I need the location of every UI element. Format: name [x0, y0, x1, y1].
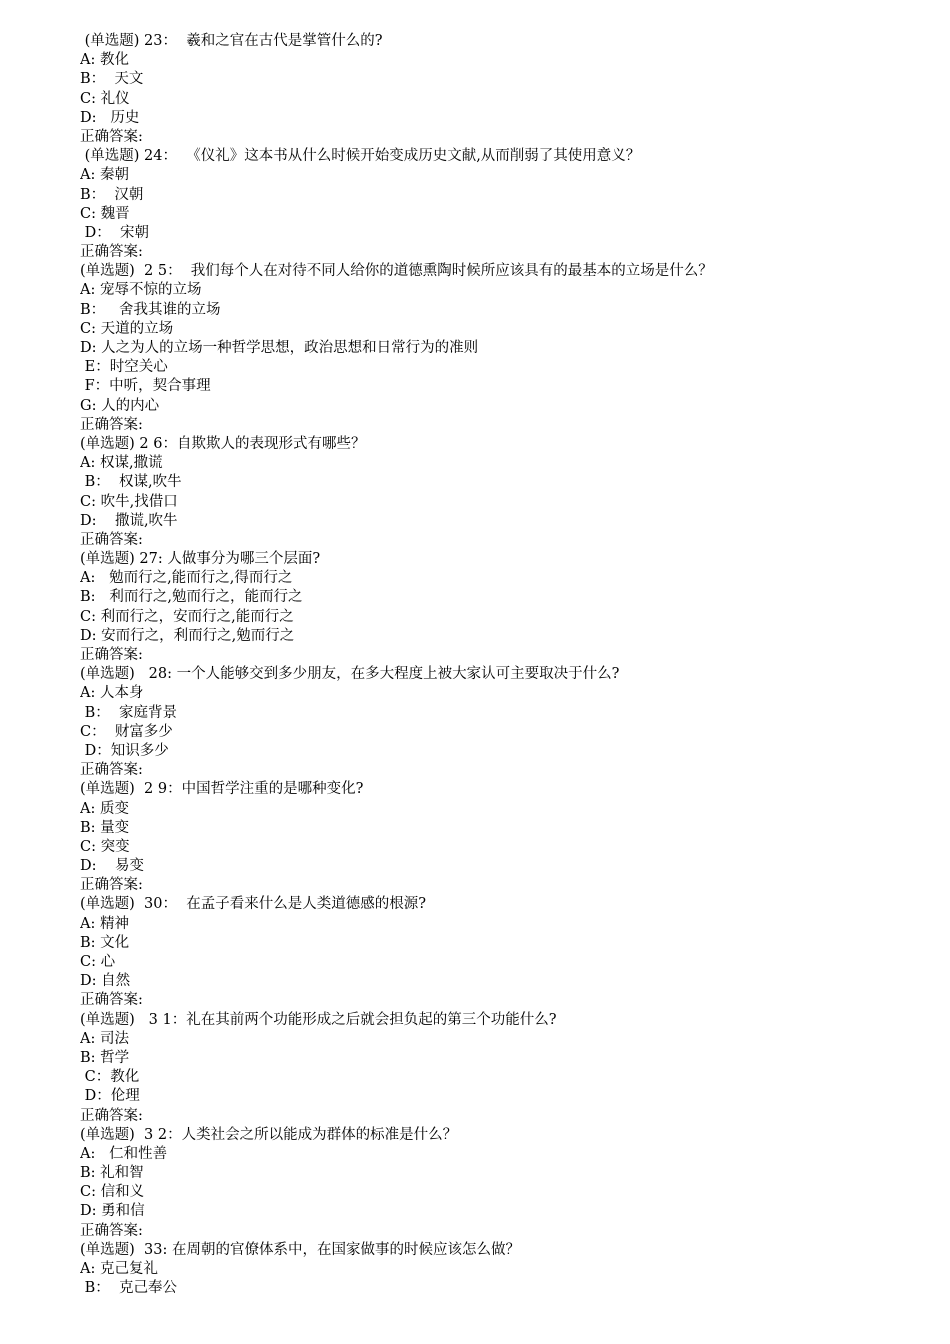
text-line: F：中听，契合事理 — [80, 378, 211, 395]
text-line: A: 勉而行之,能而行之,得而行之 — [80, 570, 293, 587]
text-line: 正确答案: — [80, 647, 143, 663]
text-line: A: 克己复礼 — [80, 1261, 158, 1277]
text-line: C: 魏晋 — [80, 205, 130, 222]
text-line: (单选题) 30： 在孟子看来什么是人类道德感的根源? — [80, 896, 426, 913]
text-line: A: 教化 — [80, 52, 129, 69]
text-line: 正确答案: — [80, 128, 143, 145]
text-line: 正确答案: — [80, 244, 143, 261]
text-line: B: 哲学 — [80, 1049, 130, 1066]
text-line: B： 汉朝 — [80, 186, 144, 203]
text-line: D：伦理 — [80, 1088, 140, 1105]
text-line: B: 利而行之,勉而行之，能而行之 — [80, 589, 303, 606]
text-line: (单选题) 27: 人做事分为哪三个层面? — [80, 551, 321, 568]
text-line: A: 人本身 — [80, 685, 144, 702]
text-line: C: 突变 — [80, 838, 130, 855]
text-line: 正确答案: — [80, 877, 143, 894]
text-line: A: 质变 — [80, 800, 129, 817]
text-line: (单选题) 33: 在周朝的官僚体系中，在国家做事的时候应该怎么做？ — [80, 1241, 520, 1258]
text-line: A: 秦朝 — [80, 167, 129, 184]
text-line: E：时空关心 — [80, 359, 168, 376]
text-line: A: 精神 — [80, 915, 129, 932]
text-line: A: 权谋,撒谎 — [80, 455, 163, 472]
text-line: (单选题) 3 1：礼在其前两个功能形成之后就会担负起的第三个功能什么? — [80, 1011, 557, 1028]
text-line: (单选题) 3 2：人类社会之所以能成为群体的标准是什么？ — [80, 1126, 458, 1143]
text-line: D: 勇和信 — [80, 1203, 145, 1220]
text-line: (单选题) 2 6：自欺欺人的表现形式有哪些？ — [80, 435, 366, 452]
text-line: C： 财富多少 — [80, 723, 173, 740]
text-line: D: 撒谎,吹牛 — [80, 512, 178, 529]
text-line: D: 易变 — [80, 858, 144, 875]
text-line: B： 权谋,吹牛 — [80, 474, 182, 491]
text-line: (单选题) 24： 《仪礼》这本书从什么时候开始变成历史文献,从而削弱了其使用意义？ — [80, 148, 641, 165]
text-line: (单选题) 2 5： 我们每个人在对待不同人给你的道德熏陶时候所应该具有的最基本的立场是什么？ — [80, 263, 713, 280]
text-line: D：知识多少 — [80, 742, 169, 759]
text-line: 正确答案: — [80, 531, 143, 548]
text-line: C: 心 — [80, 954, 116, 970]
text-line: C: 礼仪 — [80, 90, 130, 107]
text-line: B: 礼和智 — [80, 1165, 144, 1182]
text-line: C: 天道的立场 — [80, 320, 174, 337]
text-line: C：教化 — [80, 1069, 140, 1086]
text-line: A: 宠辱不惊的立场 — [80, 282, 202, 299]
text-line: 正确答案: — [80, 1107, 143, 1124]
text-line: (单选题) 28: 一个人能够交到多少朋友，在多大程度上被大家认可主要取决于什么? — [80, 666, 620, 683]
text-line: G: 人的内心 — [80, 397, 160, 414]
text-line: 正确答案: — [80, 1222, 143, 1239]
text-line: B： 天文 — [80, 71, 144, 88]
text-line: C: 利而行之，安而行之,能而行之 — [80, 608, 294, 625]
text-line: B: 量变 — [80, 819, 130, 836]
text-line: 正确答案: — [80, 992, 143, 1009]
text-line: C: 吹牛,找借口 — [80, 493, 178, 510]
text-line: (单选题) 23： 羲和之官在古代是掌管什么的? — [80, 33, 383, 49]
text-line: B: 文化 — [80, 934, 130, 951]
text-line: 正确答案: — [80, 416, 143, 433]
text-line: (单选题) 2 9：中国哲学注重的是哪种变化? — [80, 781, 364, 798]
text-line: D: 历史 — [80, 109, 140, 126]
document-page — [80, 32, 920, 1298]
text-line: 正确答案: — [80, 762, 143, 779]
text-line: A: 仁和性善 — [80, 1145, 168, 1162]
text-line: D: 人之为人的立场一种哲学思想，政治思想和日常行为的准则 — [80, 340, 479, 356]
text-line: B： 家庭背景 — [80, 704, 177, 721]
text-line: A: 司法 — [80, 1030, 129, 1047]
text-line: B： 舍我其谁的立场 — [80, 301, 221, 318]
text-line: D： 宋朝 — [80, 224, 149, 241]
text-line: B： 克己奉公 — [80, 1280, 177, 1297]
text-line: D: 自然 — [80, 973, 131, 990]
text-line: D: 安而行之，利而行之,勉而行之 — [80, 627, 295, 644]
text-line: C: 信和义 — [80, 1184, 145, 1201]
